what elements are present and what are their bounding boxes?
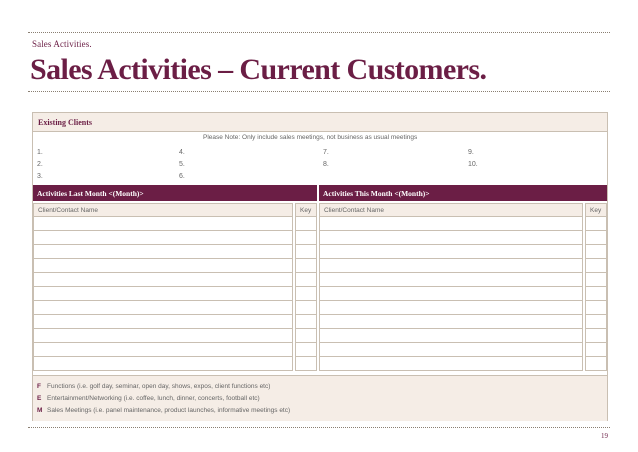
bottom-rule	[28, 427, 610, 428]
this-month-name-cell[interactable]	[319, 315, 583, 329]
last-month-name-cell[interactable]	[33, 231, 293, 245]
this-month-name-cell[interactable]	[319, 329, 583, 343]
last-month-key-cell[interactable]	[295, 217, 317, 231]
activities-form	[32, 112, 608, 421]
last-month-key-cell[interactable]	[295, 287, 317, 301]
page-number: 19	[601, 432, 608, 440]
this-month-key-cell[interactable]	[585, 315, 607, 329]
last-month-name-cell[interactable]	[33, 287, 293, 301]
this-month-name-cell[interactable]	[319, 357, 583, 371]
last-month-name-cell[interactable]	[33, 329, 293, 343]
last-month-key-cell[interactable]	[295, 273, 317, 287]
last-month-name-cell[interactable]	[33, 343, 293, 357]
last-month-name-cell[interactable]	[33, 245, 293, 259]
client-slot-10[interactable]: 10.	[468, 161, 478, 168]
this-month-key-cell[interactable]	[585, 287, 607, 301]
last-month-name-column: Client/Contact Name	[33, 203, 293, 217]
last-month-key-cell[interactable]	[295, 259, 317, 273]
this-month-key-cell[interactable]	[585, 217, 607, 231]
this-month-name-cell[interactable]	[319, 259, 583, 273]
client-slot-3[interactable]: 3.	[37, 173, 43, 180]
this-month-key-cell[interactable]	[585, 259, 607, 273]
last-month-key-cell[interactable]	[295, 357, 317, 371]
client-slot-8[interactable]: 8.	[323, 161, 329, 168]
legend-key: E	[37, 395, 42, 402]
legend-key: M	[37, 407, 43, 414]
last-month-key-cell[interactable]	[295, 343, 317, 357]
section-kicker: Sales Activities.	[32, 39, 92, 49]
this-month-name-column: Client/Contact Name	[319, 203, 583, 217]
last-month-key-cell[interactable]	[295, 231, 317, 245]
legend-item	[37, 407, 290, 414]
meetings-note: Please Note: Only include sales meetings, not business as usual meetings	[203, 134, 418, 141]
existing-clients-header: Existing Clients	[33, 113, 607, 132]
legend-item	[37, 383, 270, 390]
this-month-key-cell[interactable]	[585, 329, 607, 343]
this-month-name-cell[interactable]	[319, 287, 583, 301]
last-month-key-cell[interactable]	[295, 315, 317, 329]
this-month-key-cell[interactable]	[585, 357, 607, 371]
this-month-key-cell[interactable]	[585, 301, 607, 315]
page-title: Sales Activities – Current Customers.	[30, 53, 487, 86]
legend-text: Entertainment/Networking (i.e. coffee, lunch, dinner, concerts, football etc)	[47, 395, 260, 402]
legend-text: Functions (i.e. golf day, seminar, open day, shows, expos, client functions etc)	[47, 383, 271, 390]
last-month-name-cell[interactable]	[33, 315, 293, 329]
last-month-key-cell[interactable]	[295, 301, 317, 315]
legend-key: F	[37, 383, 41, 390]
last-month-name-cell[interactable]	[33, 217, 293, 231]
client-slot-1[interactable]: 1.	[37, 149, 43, 156]
last-month-key-cell[interactable]	[295, 329, 317, 343]
last-month-key-column: Key	[295, 203, 317, 217]
this-month-name-cell[interactable]	[319, 273, 583, 287]
client-slot-6[interactable]: 6.	[179, 173, 185, 180]
this-month-name-cell[interactable]	[319, 301, 583, 315]
last-month-key-cell[interactable]	[295, 245, 317, 259]
last-month-name-cell[interactable]	[33, 273, 293, 287]
legend-text: Sales Meetings (i.e. panel maintenance, product launches, informative meetings etc)	[47, 407, 291, 414]
client-slot-5[interactable]: 5.	[179, 161, 185, 168]
legend-item	[37, 395, 260, 402]
this-month-name-cell[interactable]	[319, 217, 583, 231]
this-month-key-column: Key	[585, 203, 607, 217]
last-month-name-cell[interactable]	[33, 357, 293, 371]
this-month-key-cell[interactable]	[585, 231, 607, 245]
this-month-key-cell[interactable]	[585, 273, 607, 287]
title-rule	[28, 91, 610, 92]
client-slot-4[interactable]: 4.	[179, 149, 185, 156]
last-month-name-cell[interactable]	[33, 301, 293, 315]
last-month-name-cell[interactable]	[33, 259, 293, 273]
client-slot-7[interactable]: 7.	[323, 149, 329, 156]
top-rule	[28, 32, 610, 33]
activity-key-legend	[33, 375, 607, 421]
this-month-key-cell[interactable]	[585, 245, 607, 259]
this-month-header: Activities This Month <(Month)>	[319, 185, 607, 201]
client-slot-2[interactable]: 2.	[37, 161, 43, 168]
this-month-name-cell[interactable]	[319, 231, 583, 245]
last-month-header: Activities Last Month <(Month)>	[33, 185, 317, 201]
this-month-name-cell[interactable]	[319, 343, 583, 357]
this-month-key-cell[interactable]	[585, 343, 607, 357]
this-month-name-cell[interactable]	[319, 245, 583, 259]
client-slot-9[interactable]: 9.	[468, 149, 474, 156]
